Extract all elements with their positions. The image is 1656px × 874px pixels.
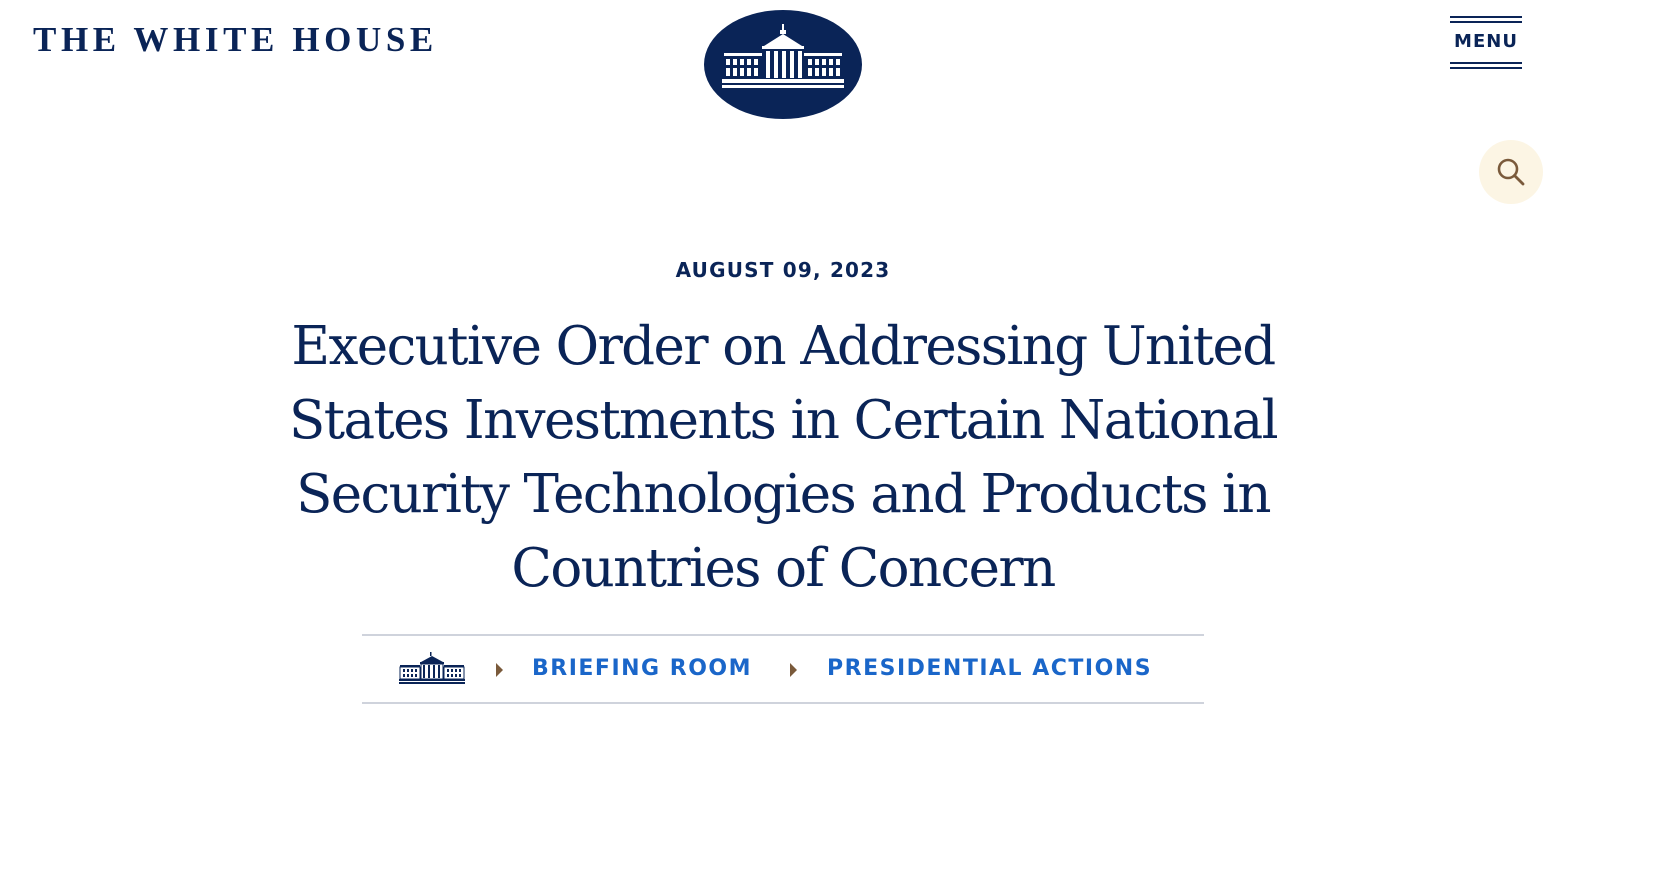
menu-bottom-rule-inner [1450,62,1522,64]
caret-right-icon [790,663,797,677]
menu-label: MENU [1454,31,1518,52]
caret-right-icon [496,663,503,677]
search-button[interactable] [1479,140,1543,204]
white-house-seal-icon[interactable] [704,10,862,119]
search-icon [1496,157,1526,187]
breadcrumb-presidential-actions-link[interactable]: PRESIDENTIAL ACTIONS [827,656,1153,681]
breadcrumb-briefing-room-link[interactable]: BRIEFING ROOM [532,656,753,681]
menu-bottom-rule [1450,67,1522,69]
menu-top-rule-inner [1450,21,1522,23]
post-date: AUGUST 09, 2023 [675,258,891,282]
site-title-link[interactable]: THE WHITE HOUSE [33,20,438,59]
white-house-icon[interactable] [399,652,465,684]
page-title: Executive Order on Addressing United States Investments in Certain National Security Technologies and Products in Countries of Concern [289,316,1277,599]
menu-top-rule [1450,16,1522,18]
breadcrumb [362,634,1204,704]
menu-button[interactable] [1450,16,1522,70]
